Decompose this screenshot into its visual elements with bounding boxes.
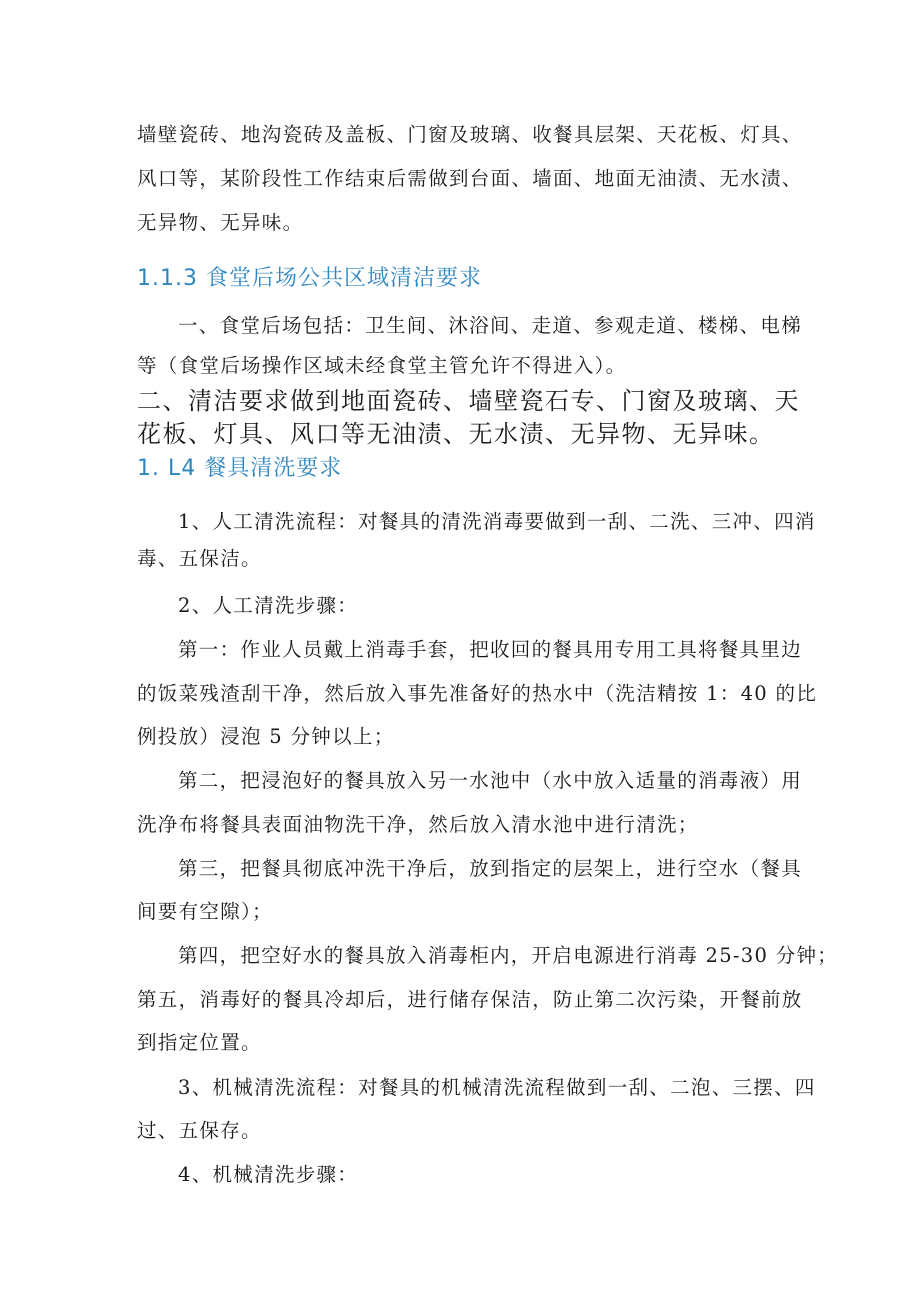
paragraph-line: 无异物、无异味。 [137,211,304,234]
paragraph-line: 第二，把浸泡好的餐具放入另一水池中（水中放入适量的消毒液）用 [178,769,803,792]
paragraph-line: 间要有空隙）； [137,900,273,923]
paragraph-line: 过、五保存。 [137,1119,262,1142]
paragraph-line: 的饭菜残渣刮干净，然后放入事先准备好的热水中（洗洁精按 1：40 的比 [137,682,818,705]
paragraph-line: 第四，把空好水的餐具放入消毒柜内，开启电源进行消毒 25-30 分钟； [178,944,839,967]
paragraph-line: 第一：作业人员戴上消毒手套，把收回的餐具用专用工具将餐具里边 [178,638,803,661]
paragraph-line: 花板、灯具、风口等无油渍、无水渍、无异物、无异味。 [137,420,775,448]
paragraph-line: 3、机械清洗流程：对餐具的机械清洗流程做到一刮、二泡、三摆、四 [178,1076,816,1099]
paragraph-line: 风口等，某阶段性工作结束后需做到台面、墙面、地面无油渍、无水渍、 [137,167,803,190]
paragraph-line: 第三，把餐具彻底冲洗干净后，放到指定的层架上，进行空水（餐具 [178,857,803,880]
paragraph-line: 毒、五保洁。 [137,547,262,570]
paragraph-line: 一、食堂后场包括：卫生间、沐浴间、走道、参观走道、楼梯、电梯 [178,314,803,337]
paragraph-line: 1、人工清洗流程：对餐具的清洗消毒要做到一刮、二洗、三冲、四消 [178,510,816,533]
paragraph-line: 墙壁瓷砖、地沟瓷砖及盖板、门窗及玻璃、收餐具层架、天花板、灯具、 [137,123,803,146]
section-heading-1-1-4: 1. L4 餐具清洗要求 [137,456,343,481]
paragraph-line: 例投放）浸泡 5 分钟以上； [137,725,395,748]
section-heading-1-1-3: 1.1.3 食堂后场公共区域清洁要求 [137,266,482,291]
paragraph-line: 二、清洁要求做到地面瓷砖、墙壁瓷石专、门窗及玻璃、天 [137,387,800,415]
paragraph-line: 等（食堂后场操作区域未经食堂主管允许不得进入）。 [137,354,627,377]
paragraph-line: 到指定位置。 [137,1031,262,1054]
paragraph-line: 2、人工清洗步骤： [178,594,359,617]
paragraph-line: 4、机械清洗步骤： [178,1163,359,1186]
paragraph-line: 第五，消毒好的餐具冷却后，进行储存保洁，防止第二次污染，开餐前放 [137,988,803,1011]
paragraph-line: 洗净布将餐具表面油物洗干净，然后放入清水池中进行清洗； [137,813,699,836]
